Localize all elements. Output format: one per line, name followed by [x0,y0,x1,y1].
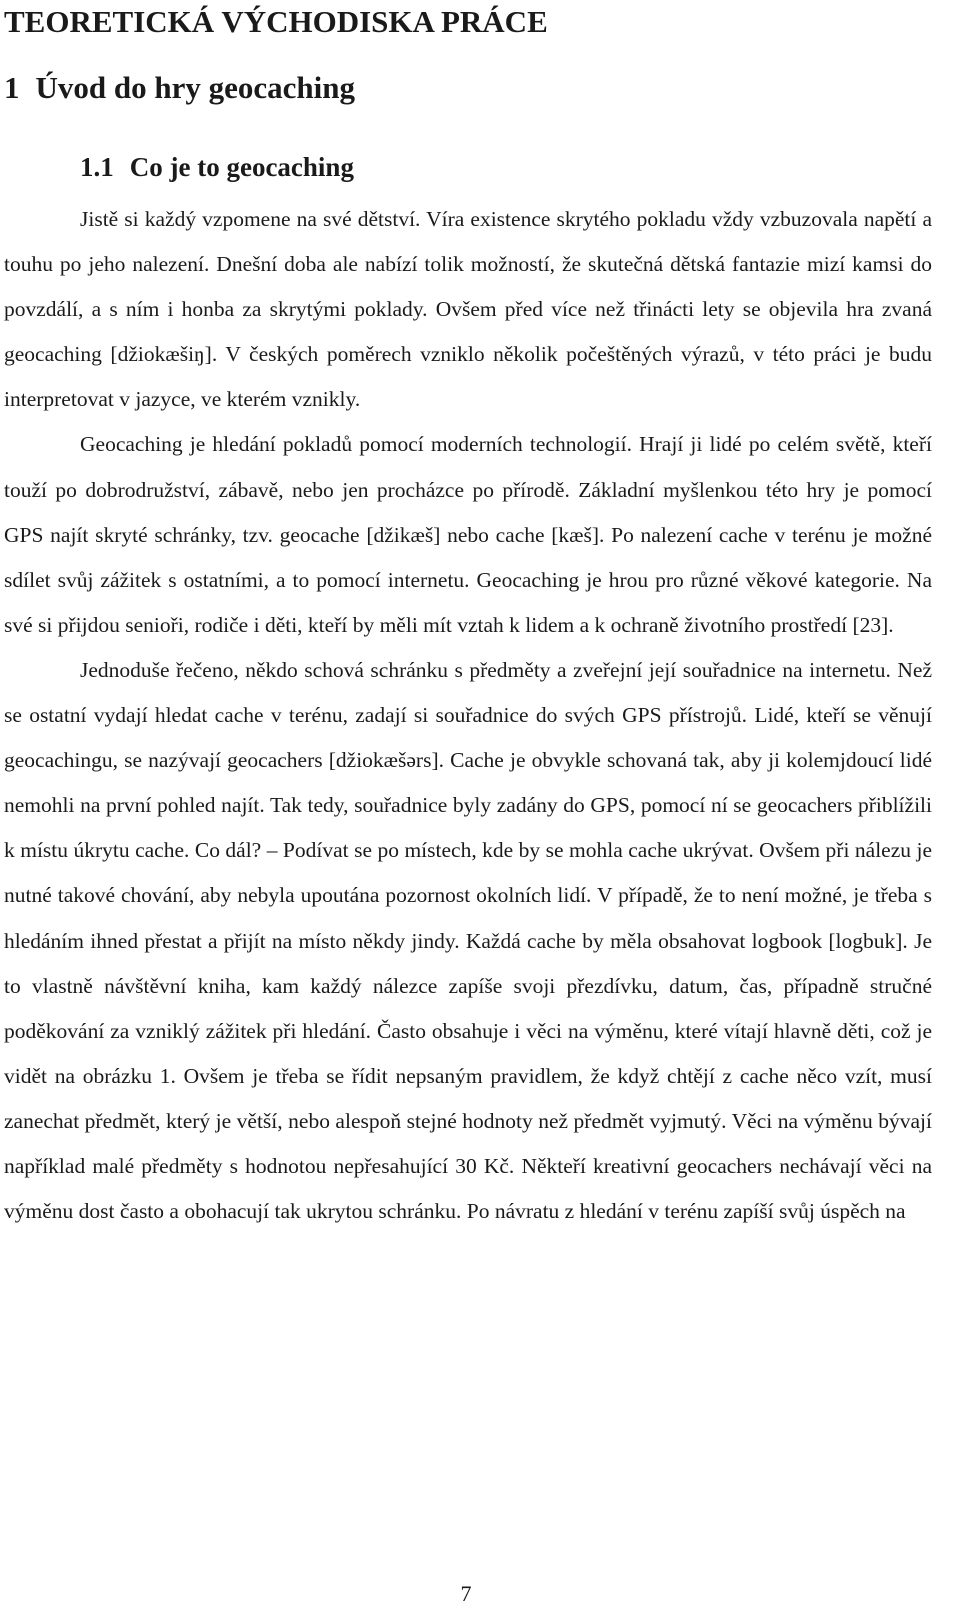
paragraph: Jednoduše řečeno, někdo schová schránku s předměty a zveřejní její souřadnice na internetu. Než se ostatní vydají hledat cache v terénu, zadají si souřadnice do svých GPS přístrojů. Lidé, kteří se věnují geocachingu, se nazývají geocachers [džiokæšərs]. Cache je obvykle schovaná tak, aby ji kolemjdoucí lidé nemohli na první pohled najít. Tak tedy, souřadnice byly zadány do GPS, pomocí ní se geocachers přiblížili k místu úkrytu cache. Co dál? – Podívat se po místech, kde by se mohla cache ukrývat. Ovšem při nálezu je nutné takové chování, aby nebyla upoutána pozornost okolních lidí. V případě, že to není možné, je třeba s hledáním ihned přestat a přijít na místo někdy jindy. Každá cache by měla obsahovat logbook [logbuk]. Je to vlastně návštěvní kniha, kam každý nálezce zapíše svoji přezdívku, datum, čas, případně stručné poděkování za vzniklý zážitek při hledání. Často obsahuje i věci na výměnu, které vítají hlavně děti, což je vidět na obrázku 1. Ovšem je třeba se řídit nepsaným pravidlem, že když chtějí z cache něco vzít, musí zanechat předmět, který je větší, nebo alespoň stejné hodnoty než předmět vyjmutý. Věci na výměnu bývají například malé předměty s hodnotou nepřesahující 30 Kč. Někteří kreativní geocachers nechávají věci na výměnu dost často a obohacují tak ukrytou schránku. Po návratu z hledání v terénu zapíší svůj úspěch na [4,657,932,1224]
chapter-number: 1 [4,70,20,105]
paragraph: Geocaching je hledání pokladů pomocí moderních technologií. Hrají ji lidé po celém světě, kteří touží po dobrodružství, zábavě, nebo jen procházce po přírodě. Základní myšlenkou této hry je pomocí GPS najít skryté schránky, tzv. geocache [džikæš] nebo cache [kæš]. Po nalezení cache v terénu je možné sdílet svůj zážitek s ostatními, a to pomocí internetu. Geocaching je hrou pro různé věkové kategorie. Na své si přijdou senioři, rodiče i děti, kteří by měli mít vztah k lidem a k ochraně životního prostředí [23]. [4,432,932,637]
body-text [4,197,932,1234]
part-title: TEORETICKÁ VÝCHODISKA PRÁCE [4,4,548,39]
paragraph: Jistě si každý vzpomene na své dětství. Víra existence skrytého pokladu vždy vzbuzovala napětí a touhu po jeho nalezení. Dnešní doba ale nabízí tolik možností, že skutečná dětská fantazie mizí kamsi do povzdálí, a s ním i honba za skrytými poklady. Ovšem před více než třinácti lety se objevila hra zvaná geocaching [džiokæšiŋ]. V českých poměrech vzniklo několik počeštěných výrazů, v této práci je budu interpretovat v jazyce, ve kterém vznikly. [4,207,932,412]
section-number: 1.1 [80,152,114,182]
chapter-heading [4,68,355,108]
section-title: Co je to geocaching [129,152,354,182]
section-heading [80,150,354,184]
page-number: 7 [460,1581,472,1606]
chapter-title: Úvod do hry geocaching [35,70,355,105]
